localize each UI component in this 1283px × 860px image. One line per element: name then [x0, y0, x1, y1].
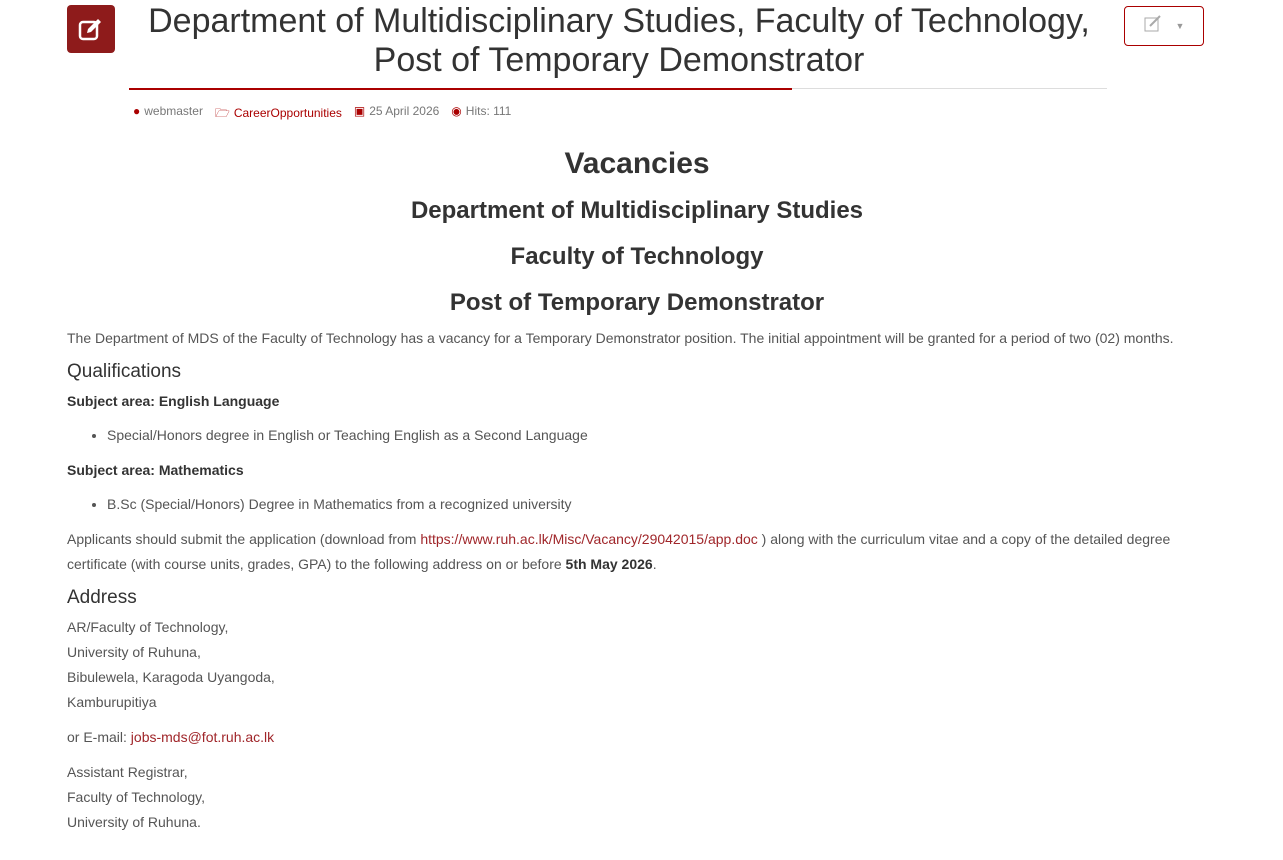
- heading-faculty: Faculty of Technology: [510, 243, 764, 270]
- qualifications-heading: Qualifications: [67, 361, 182, 382]
- article-edit-icon: [67, 5, 115, 53]
- list-item: • Special/Honors degree in English or Teaching English as a Second Language: [107, 424, 1207, 446]
- category-link[interactable]: CareerOpportunities: [233, 106, 342, 120]
- title-divider-accent: [129, 88, 792, 90]
- email-link[interactable]: jobs-mds@fot.ruh.ac.lk: [130, 729, 275, 745]
- subject-english: Subject area: English Language: [67, 393, 280, 409]
- author: ● webmaster: [133, 104, 203, 118]
- calendar-icon: ▣: [353, 104, 366, 118]
- address: AR/Faculty of Technology, University of Ruhuna, Bibulewela, Karagoda Uyangoda, Kamburupitiya: [67, 619, 275, 710]
- user-icon: ●: [133, 104, 141, 118]
- address-heading: Address: [67, 587, 137, 608]
- intro-paragraph: The Department of MDS of the Faculty of Technology has a vacancy for a Temporary Demonstrator position. The initial appointment will be granted for a period of two (02) months.: [67, 330, 1174, 346]
- publish-date: 25 April 2026: [369, 104, 440, 118]
- caret-down-icon: ▼: [1175, 21, 1185, 31]
- eye-icon: ◉: [451, 104, 462, 118]
- deadline: 5th May 2026: [565, 556, 653, 572]
- article-meta: [133, 104, 511, 125]
- heading-vacancies: Vacancies: [564, 147, 710, 180]
- email-line: or E-mail: jobs-mds@fot.ruh.ac.lk: [67, 729, 275, 745]
- heading-department: Department of Multidisciplinary Studies: [410, 197, 864, 224]
- edit-icon: [1144, 15, 1162, 38]
- title-line-2: Post of Temporary Demonstrator: [373, 41, 865, 79]
- title-line-1: Department of Multidisciplinary Studies, Faculty of Technology,: [148, 2, 1090, 40]
- hits-count: Hits: 111: [465, 104, 512, 118]
- application-form-link[interactable]: https://www.ruh.ac.lk/Misc/Vacancy/29042015/app.doc: [420, 531, 758, 547]
- article-tools-button[interactable]: [1124, 6, 1204, 46]
- page-title: [129, 2, 1109, 80]
- heading-post: Post of Temporary Demonstrator: [449, 289, 825, 316]
- application-paragraph: Applicants should submit the application (download from https://www.ruh.ac.lk/Misc/Vacancy/29042015/app.doc ) along with the curriculum vitae and a copy of the detailed degree certificate (with course units, grades, GPA) to the following address on or before 5th May 2026.: [67, 531, 1171, 572]
- folder-icon: 🗁: [214, 106, 230, 120]
- list-item: • B.Sc (Special/Honors) Degree in Mathematics from a recognized university: [107, 493, 1207, 515]
- subject-mathematics: Subject area: Mathematics: [67, 462, 244, 478]
- signature: Assistant Registrar, Faculty of Technology, University of Ruhuna.: [67, 764, 206, 830]
- article-body: [67, 140, 1207, 845]
